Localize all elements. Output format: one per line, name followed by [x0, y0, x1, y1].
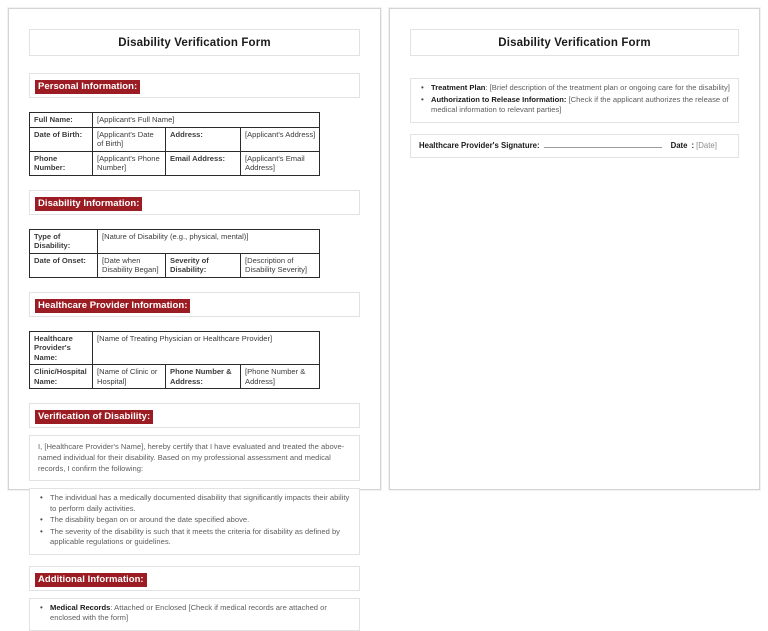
bullet-dot-icon: • [40, 526, 43, 536]
cell-label-full-name: Full Name: [30, 113, 93, 128]
section-heading-disability-information [29, 190, 360, 215]
cell-value-severity-of-disability[interactable]: [Description of Disability Severity] [241, 253, 320, 277]
additional-bullet-list [32, 603, 351, 624]
list-item [421, 94, 730, 116]
cell-value-type-of-disability[interactable]: [Nature of Disability (e.g., physical, mental)] [98, 229, 320, 253]
signature-row [419, 140, 730, 151]
cell-label-phone-number: Phone Number: [30, 151, 93, 175]
page-2-bullets-box [410, 78, 739, 123]
table-row [30, 331, 320, 365]
list-item-text: : Attached or Enclosed [Check if medical records are attached or enclosed with the form] [50, 602, 327, 622]
table-row [30, 365, 320, 389]
spacer [9, 317, 380, 328]
spacer [9, 56, 380, 73]
section-heading-label: Disability Information: [35, 197, 142, 211]
personal-information-table-wrap [29, 109, 360, 179]
page-1-content [9, 29, 380, 622]
date-separator: : [691, 140, 695, 150]
spacer [9, 392, 380, 403]
list-item [40, 515, 351, 526]
cell-label-provider-name: Healthcare Provider's Name: [30, 331, 93, 365]
list-item-text: : [Brief description of the treatment plan or ongoing care for the disability] [485, 83, 730, 92]
bullet-dot-icon: • [40, 515, 43, 524]
page-2-bullet-list [413, 83, 730, 116]
table-row [30, 229, 320, 253]
signature-box [410, 134, 739, 158]
date-value[interactable]: [Date] [696, 140, 717, 150]
spacer [9, 591, 380, 598]
spacer [9, 281, 380, 292]
bullet-dot-icon: • [40, 493, 43, 502]
disability-information-table-wrap [29, 226, 360, 281]
personal-information-table [29, 112, 320, 176]
list-item-text: The disability began on or around the date specified above. [50, 515, 250, 524]
section-heading-additional-information [29, 566, 360, 591]
table-row [30, 253, 320, 277]
list-item-text: [Check if the applicant authorizes the release of medical information to relevant parties] [431, 94, 729, 114]
page-2-content [390, 29, 759, 509]
page-1-title-box [29, 29, 360, 56]
list-item-text: The individual has a medically documented disability that significantly impacts their ability to perform daily activities. [50, 493, 350, 513]
table-row [30, 113, 320, 128]
section-heading-verification-of-disability [29, 403, 360, 428]
cell-value-date-of-birth[interactable]: [Applicant's Date of Birth] [93, 127, 166, 151]
cell-label-clinic-hospital-name: Clinic/Hospital Name: [30, 365, 93, 389]
signature-input-line[interactable] [544, 140, 662, 148]
list-item-lead: Medical Records [50, 602, 111, 612]
cell-label-email-address: Email Address: [166, 151, 241, 175]
disability-information-table [29, 229, 320, 278]
provider-information-table [29, 331, 320, 390]
section-heading-label: Additional Information: [35, 573, 147, 587]
list-item-lead: Treatment Plan [431, 83, 486, 92]
spacer [9, 481, 380, 488]
cell-label-severity-of-disability: Severity of Disability: [166, 253, 241, 277]
bullet-dot-icon: • [40, 602, 43, 612]
spacer [390, 56, 759, 78]
list-item-lead: Authorization to Release Information: [431, 94, 567, 104]
spacer [9, 555, 380, 566]
cell-label-date-of-onset: Date of Onset: [30, 253, 98, 277]
page-2-title-box [410, 29, 739, 56]
table-row [30, 151, 320, 175]
page-title: Disability Verification Form [118, 37, 271, 49]
signature-label: Healthcare Provider's Signature: [419, 140, 540, 150]
section-heading-label: Personal Information: [35, 80, 140, 94]
cell-value-date-of-onset[interactable]: [Date when Disability Began] [98, 253, 166, 277]
verification-paragraph: I, [Healthcare Provider's Name], hereby certify that I have evaluated and treated the above-named individual for their disability. Based on my professional assessment and medical records, I confirm the following: [38, 442, 345, 473]
bullet-dot-icon: • [421, 94, 424, 104]
verification-paragraph-box [29, 435, 360, 481]
additional-bullets-box [29, 598, 360, 631]
bullet-dot-icon: • [421, 83, 424, 92]
cell-label-address: Address: [166, 127, 241, 151]
cell-label-date-of-birth: Date of Birth: [30, 127, 93, 151]
cell-value-phone-and-address[interactable]: [Phone Number & Address] [241, 365, 320, 389]
list-item-text: The severity of the disability is such that it meets the criteria for disability as defined by applicable regulations or guidelines. [50, 526, 340, 546]
list-item [40, 602, 351, 624]
provider-information-table-wrap [29, 328, 360, 393]
page-title: Disability Verification Form [498, 37, 651, 49]
cell-value-clinic-hospital-name[interactable]: [Name of Clinic or Hospital] [93, 365, 166, 389]
cell-value-provider-name[interactable]: [Name of Treating Physician or Healthcare Provider] [93, 331, 320, 365]
table-row [30, 127, 320, 151]
spacer [9, 428, 380, 435]
list-item [40, 493, 351, 514]
list-item [421, 83, 730, 94]
verification-bullet-list [32, 493, 351, 548]
section-heading-label: Healthcare Provider Information: [35, 299, 190, 313]
verification-bullets-box [29, 488, 360, 555]
cell-label-type-of-disability: Type of Disability: [30, 229, 98, 253]
spacer [9, 98, 380, 109]
list-item [40, 526, 351, 548]
spacer [9, 215, 380, 226]
section-heading-healthcare-provider-information [29, 292, 360, 317]
document-page-2[interactable] [389, 8, 760, 490]
cell-value-email-address[interactable]: [Applicant's Email Address] [241, 151, 320, 175]
spacer [390, 123, 759, 134]
cell-value-phone-number[interactable]: [Applicant's Phone Number] [93, 151, 166, 175]
section-heading-personal-information [29, 73, 360, 98]
cell-value-full-name[interactable]: [Applicant's Full Name] [93, 113, 320, 128]
cell-value-address[interactable]: [Applicant's Address] [241, 127, 320, 151]
cell-label-phone-and-address: Phone Number & Address: [166, 365, 241, 389]
spacer [9, 179, 380, 190]
section-heading-label: Verification of Disability: [35, 410, 153, 424]
document-page-1[interactable] [8, 8, 381, 622]
date-label: Date [670, 140, 688, 150]
